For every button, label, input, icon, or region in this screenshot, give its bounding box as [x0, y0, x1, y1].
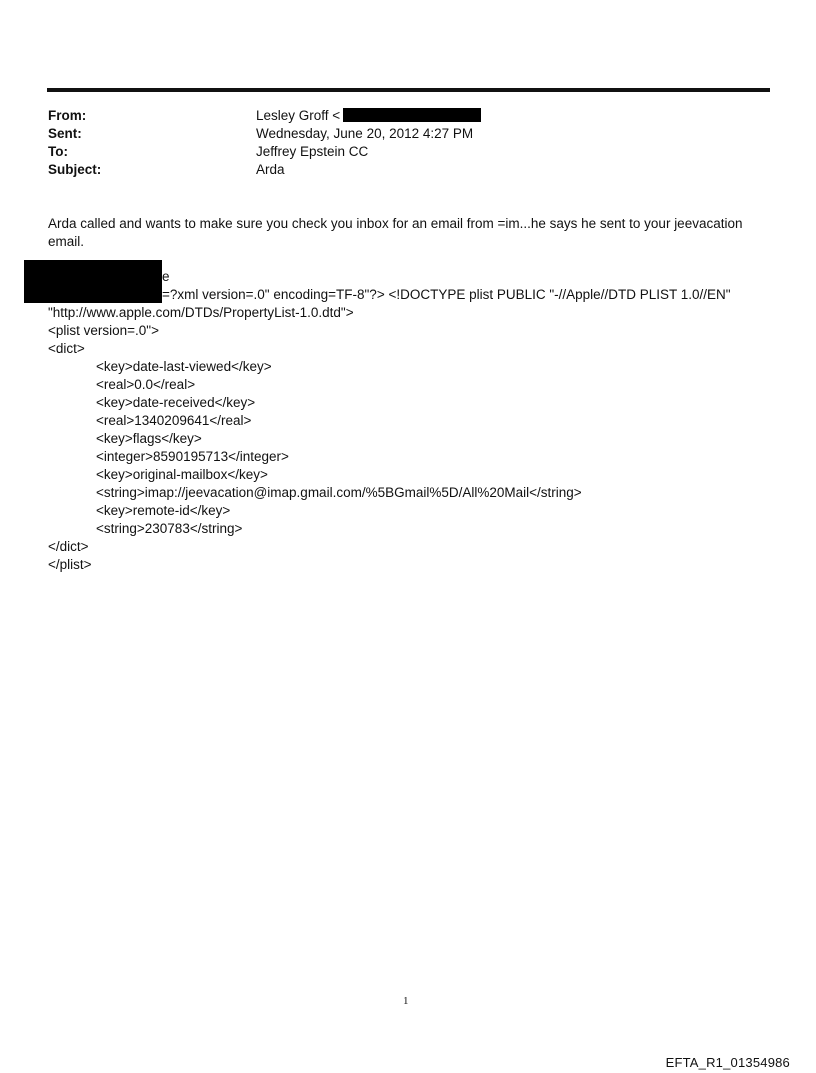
code-line: <string>230783</string> [96, 521, 243, 536]
code-line: "http://www.apple.com/DTDs/PropertyList-1.0.dtd"> [48, 305, 354, 320]
code-line: <key>remote-id</key> [96, 503, 231, 518]
code-line: <string>imap://jeevacation@imap.gmail.com/%5BGmail%5D/All%20Mail</string> [96, 485, 582, 500]
from-row [48, 107, 748, 125]
code-line: <key>date-last-viewed</key> [96, 359, 272, 374]
code-line: <key>flags</key> [96, 431, 202, 446]
code-line: </dict> [48, 539, 89, 554]
redaction-block [24, 260, 162, 303]
subject-row [48, 161, 748, 179]
sent-row [48, 125, 748, 143]
xml-declaration-line: =?xml version=.0" encoding=TF-8"?> <!DOCTYPE plist PUBLIC "-//Apple//DTD PLIST 1.0//EN" [162, 287, 731, 302]
from-label: From: [48, 108, 87, 123]
from-value [256, 107, 481, 125]
subject-value: Arda [256, 162, 285, 177]
plist-code-block [48, 304, 582, 574]
code-line: <integer>8590195713</integer> [96, 449, 289, 464]
code-line: <dict> [48, 341, 85, 356]
to-value: Jeffrey Epstein CC [256, 144, 369, 159]
email-header [48, 107, 748, 179]
sent-value: Wednesday, June 20, 2012 4:27 PM [256, 126, 474, 141]
message-body: Arda called and wants to make sure you check you inbox for an email from =im...he says he sent to your jeevacation email. [48, 216, 743, 249]
to-label: To: [48, 144, 68, 159]
sent-label: Sent: [48, 126, 82, 141]
from-name: Lesley Groff < [256, 108, 341, 123]
header-rule [47, 88, 770, 92]
redaction-box [343, 108, 481, 122]
text-fragment: e [162, 269, 170, 284]
code-line: <key>original-mailbox</key> [96, 467, 268, 482]
to-row [48, 143, 748, 161]
code-line: </plist> [48, 557, 92, 572]
code-line: <real>0.0</real> [96, 377, 196, 392]
page-number: 1 [403, 995, 409, 1007]
code-line: <real>1340209641</real> [96, 413, 252, 428]
subject-label: Subject: [48, 162, 102, 177]
bates-number: EFTA_R1_01354986 [665, 1055, 790, 1070]
code-line: <key>date-received</key> [96, 395, 256, 410]
code-line: <plist version=.0"> [48, 323, 159, 338]
